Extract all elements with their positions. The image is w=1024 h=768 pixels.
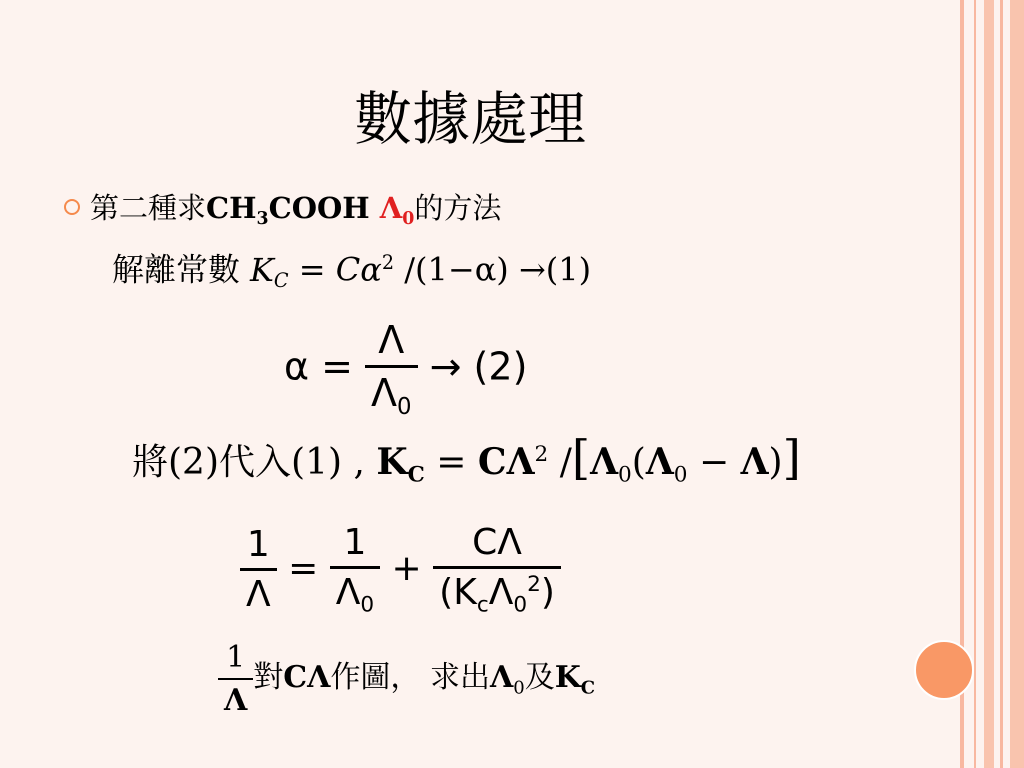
- eq3-exp: 2: [534, 442, 549, 467]
- eq2-rhs: → (2): [417, 344, 528, 389]
- equation-4: [240, 522, 561, 618]
- eq4-d2-sub: 0: [360, 592, 375, 618]
- bullet-item: [64, 188, 501, 239]
- eq4-d3-sub: 0: [513, 592, 528, 618]
- formula-subscript: 3: [256, 209, 269, 230]
- eq5-k-sub: C: [580, 677, 596, 699]
- decorative-stripes: [960, 0, 1024, 768]
- formula-ch: CH: [206, 191, 257, 225]
- eq4-n3: CΛ: [472, 522, 522, 563]
- eq5-text3: 及: [524, 660, 555, 695]
- eq1-rest: /(1−α) →(1): [394, 250, 592, 289]
- eq4-plus: +: [380, 547, 434, 589]
- eq4-d3-exp: 2: [527, 572, 541, 598]
- eq5-den: Λ: [224, 683, 248, 718]
- slide-title: 數據處理: [353, 85, 586, 153]
- eq3-l1: Λ: [590, 440, 619, 483]
- eq4-d1: Λ: [246, 574, 271, 616]
- eq3-minus: −: [687, 441, 741, 483]
- stripe: [1000, 0, 1003, 768]
- eq5-text1: 對: [253, 660, 284, 695]
- eq3-l1-sub: 0: [618, 462, 632, 488]
- eq2-lhs: α =: [284, 344, 366, 389]
- eq3-mid: 代入: [219, 441, 292, 483]
- eq2-den-sub: 0: [397, 393, 412, 420]
- eq2-denominator: [365, 371, 418, 420]
- eq3-paren-open: (: [631, 441, 646, 483]
- eq1-k: K: [250, 250, 274, 289]
- formula-cooh: COOH: [268, 191, 380, 225]
- eq3-k: K: [376, 440, 408, 483]
- eq4-d3-open: (K: [439, 572, 477, 613]
- eq4-d2-lambda: Λ: [335, 572, 361, 613]
- fraction-bar: [218, 678, 253, 680]
- eq3-bracket-open: [: [571, 431, 591, 486]
- eq4-d3: [433, 572, 561, 618]
- stripe: [984, 0, 994, 768]
- eq3-l2: Λ: [645, 440, 674, 483]
- eq3-bracket-close: ]: [782, 431, 801, 486]
- bullet-suffix: 的方法: [414, 191, 502, 225]
- eq4-n1: 1: [246, 524, 270, 566]
- eq4-n2: 1: [343, 522, 367, 563]
- eq5-lambda-sub: 0: [513, 677, 525, 699]
- equation-3: [132, 428, 801, 503]
- bullet-icon: [64, 199, 80, 215]
- stripe: [1010, 0, 1024, 768]
- eq3-prefix: 將: [132, 441, 169, 483]
- eq3-p2: (1): [291, 441, 343, 483]
- bullet-prefix: 第二種求: [90, 191, 207, 225]
- eq1-exp: 2: [381, 251, 395, 274]
- eq4-fraction-3: [433, 522, 561, 618]
- eq5-fraction: [218, 640, 253, 718]
- eq3-comma: ,: [342, 441, 377, 483]
- eq1-c-alpha: Cα: [335, 250, 382, 289]
- equation-5: [218, 640, 595, 718]
- lambda-subscript: 0: [402, 209, 415, 230]
- eq1-k-sub: C: [273, 269, 289, 293]
- fraction-bar: [330, 566, 380, 569]
- stripe: [974, 0, 976, 768]
- eq5-lambda: Λ: [489, 660, 514, 695]
- fraction-bar: [240, 568, 277, 571]
- equation-2: [284, 318, 527, 420]
- eq3-eq-sign: =: [424, 441, 478, 483]
- eq4-eq-sign: =: [276, 547, 330, 589]
- eq3-l3: Λ: [740, 440, 769, 483]
- eq3-slash: /: [548, 441, 572, 483]
- eq4-d3-close: ): [540, 572, 555, 613]
- eq2-den-lambda: Λ: [371, 371, 398, 415]
- eq3-l2-sub: 0: [673, 462, 688, 488]
- eq5-k: K: [554, 660, 581, 695]
- eq4-fraction-1: [240, 524, 277, 615]
- eq5-text2: 作圖， 求出: [330, 660, 490, 695]
- eq2-fraction: [365, 318, 418, 420]
- lambda-symbol: Λ: [379, 191, 403, 225]
- eq4-d3-c: c: [476, 592, 489, 618]
- fraction-bar: [365, 365, 418, 368]
- eq4-fraction-2: [330, 522, 380, 618]
- eq1-eq-sign: =: [288, 250, 336, 289]
- fraction-bar: [433, 566, 561, 569]
- decorative-circle: [914, 640, 974, 700]
- eq3-paren-close: ): [768, 441, 783, 483]
- eq5-c-lambda: CΛ: [283, 660, 331, 695]
- eq3-k-sub: C: [407, 462, 425, 488]
- eq3-c-lambda: CΛ: [477, 440, 535, 483]
- equation-1: [112, 240, 591, 304]
- eq3-p1: (2): [168, 441, 220, 483]
- eq1-label: 解離常數: [112, 250, 241, 289]
- eq4-d2: [330, 572, 380, 618]
- eq5-num: 1: [226, 640, 246, 675]
- eq4-d3-lambda: Λ: [488, 572, 514, 613]
- eq2-numerator: Λ: [378, 318, 405, 362]
